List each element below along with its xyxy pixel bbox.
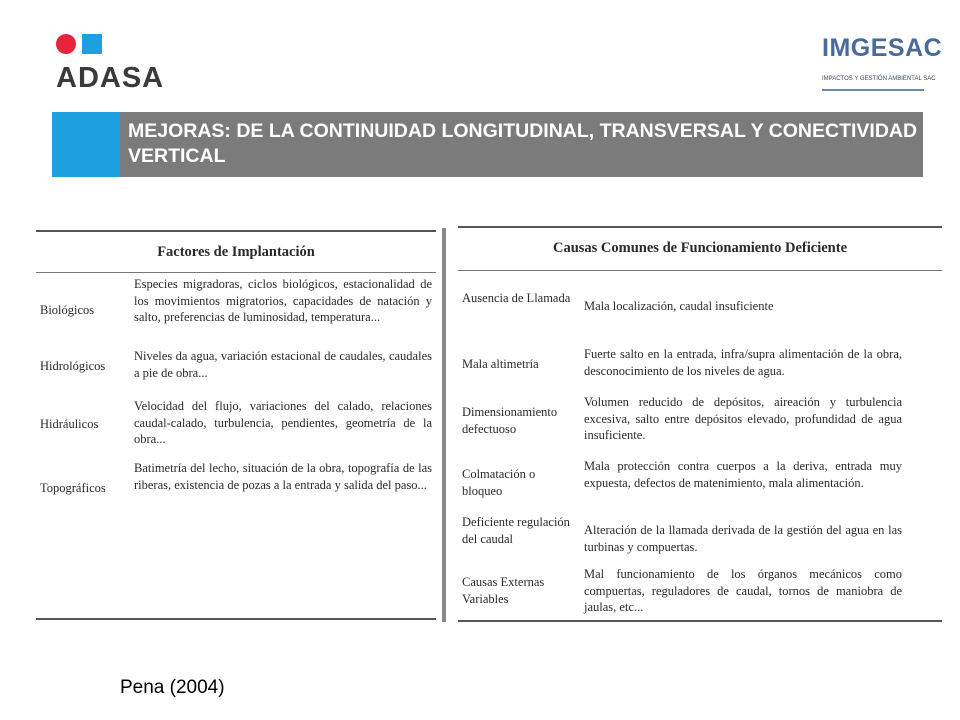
table-row xyxy=(458,346,942,382)
row-description: Niveles da agua, variación estacional de caudales, caudales a pie de obra... xyxy=(134,349,432,380)
slide-title: MEJORAS: DE LA CONTINUIDAD LONGITUDINAL, TRANSVERSAL Y CONECTIVIDAD VERTICAL xyxy=(128,120,918,167)
imgesac-logo xyxy=(820,34,943,96)
table-row xyxy=(36,348,436,388)
table-bottom-rule xyxy=(36,618,436,620)
row-description: Velocidad del flujo, variaciones del calado, relaciones caudal-calado, turbulencia, pendientes, geometría de la obra... xyxy=(134,399,432,446)
row-label: Hidrológicos xyxy=(40,359,106,373)
imgesac-logo-text: IMGESAC xyxy=(822,34,943,62)
row-label: Deficiente regulación del caudal xyxy=(462,515,570,546)
table-title: Causas Comunes de Funcionamiento Deficiente xyxy=(552,240,848,256)
logo-blue-square xyxy=(82,34,102,54)
slide-header xyxy=(52,112,923,177)
row-label: Topográficos xyxy=(40,481,106,495)
row-label: Ausencia de Llamada xyxy=(462,291,571,305)
table-row xyxy=(36,460,436,510)
scanned-tables xyxy=(36,222,942,628)
table-divider xyxy=(442,228,446,622)
row-label: Dimensionamiento defectuoso xyxy=(462,405,558,436)
row-label: Colmatación o bloqueo xyxy=(462,467,536,498)
adasa-logo xyxy=(56,32,176,94)
row-label: Biológicos xyxy=(40,303,95,317)
table-top-rule xyxy=(36,230,436,232)
source-citation: Pena (2004) xyxy=(120,677,225,698)
row-description: Mala protección contra cuerpos a la deriva, entrada muy expuesta, defectos de matenimiento, mala alimentación. xyxy=(584,459,902,490)
table-row xyxy=(458,514,942,566)
row-description: Especies migradoras, ciclos biológicos, estacionalidad de los movimientos migratorios, capacidades de natación y salto, preferencias de luminosidad, temperatura... xyxy=(134,277,432,324)
row-description: Alteración de la llamada derivada de la gestión del agua en las turbinas y compuertas. xyxy=(584,523,902,554)
logo-red-dot xyxy=(56,34,76,54)
table-row xyxy=(458,290,942,326)
header-accent-block xyxy=(52,112,120,177)
table-header-rule xyxy=(458,270,942,271)
table-header-rule xyxy=(36,272,436,273)
table-row xyxy=(458,566,942,618)
table-row xyxy=(458,458,942,510)
imgesac-logo-subtitle: IMPACTOS Y GESTIÓN AMBIENTAL SAC xyxy=(822,76,936,82)
row-description: Volumen reducido de depósitos, aireación y turbulencia excesiva, salto entre depósitos elevado, profundidad de agua insuficiente. xyxy=(584,395,902,442)
imgesac-logo-underline xyxy=(822,89,924,91)
implantation-factors-table xyxy=(36,222,436,622)
row-description: Mala localización, caudal insuficiente xyxy=(584,299,774,313)
row-label: Causas Externas Variables xyxy=(462,575,545,606)
row-description: Batimetría del lecho, situación de la obra, topografía de las riberas, existencia de pozas a la entrada y salida del paso... xyxy=(134,461,432,492)
row-description: Fuerte salto en la entrada, infra/supra alimentación de la obra, desconocimiento de los niveles de agua. xyxy=(584,347,902,378)
table-row xyxy=(36,276,436,342)
table-bottom-rule xyxy=(458,620,942,622)
adasa-logo-text: ADASA xyxy=(56,62,165,94)
table-title: Factores de Implantación xyxy=(157,244,315,260)
row-label: Hidráulicos xyxy=(40,417,99,431)
deficient-operation-causes-table xyxy=(458,222,942,626)
row-label: Mala altimetría xyxy=(462,357,539,371)
row-description: Mal funcionamiento de los órganos mecánicos como compuertas, reguladores de caudal, tornos de maniobra de jaulas, etc... xyxy=(584,567,902,614)
table-top-rule xyxy=(458,226,942,228)
table-row xyxy=(458,394,942,446)
table-row xyxy=(36,398,436,448)
